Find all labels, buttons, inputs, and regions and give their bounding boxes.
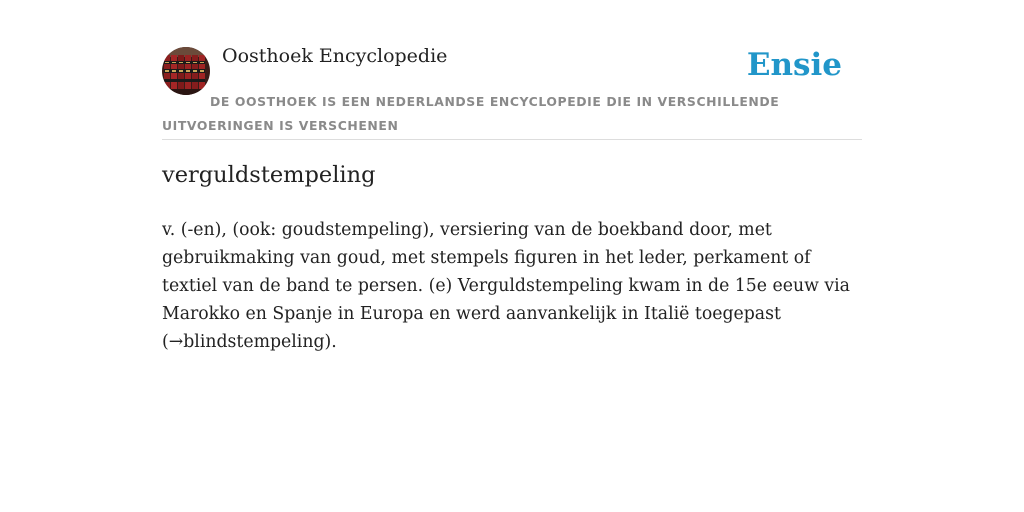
tagline: DE OOSTHOEK IS EEN NEDERLANDSE ENCYCLOPEDIE DIE IN VERSCHILLENDE UITVOERINGEN IS VERSCHENEN <box>162 94 780 133</box>
entry-body-text: v. (-en), (ook: goudstempeling), versiering van de boekband door, met gebruikmaking van goud, met stempels figuren in het leder, perkament of textiel van de band te persen. (e) Verguldstempeling kwam in de 15e eeuw via Marokko en Spanje in Europa en werd aanvankelijk in Italië toegepast ( <box>162 220 850 352</box>
entry-body <box>162 216 867 356</box>
encyclopedia-books-icon[interactable] <box>162 47 210 95</box>
brand-logo-link[interactable]: Ensie <box>746 47 842 83</box>
cross-reference-label: blindstempeling <box>183 332 325 352</box>
arrow-right-icon: → <box>168 332 184 352</box>
entry-closing: ). <box>324 332 337 352</box>
cross-reference-link[interactable] <box>169 332 325 352</box>
header-divider <box>162 139 862 140</box>
site-title[interactable]: Oosthoek Encyclopedie <box>222 45 448 67</box>
page <box>162 0 862 512</box>
entry-title: verguldstempeling <box>162 162 376 188</box>
